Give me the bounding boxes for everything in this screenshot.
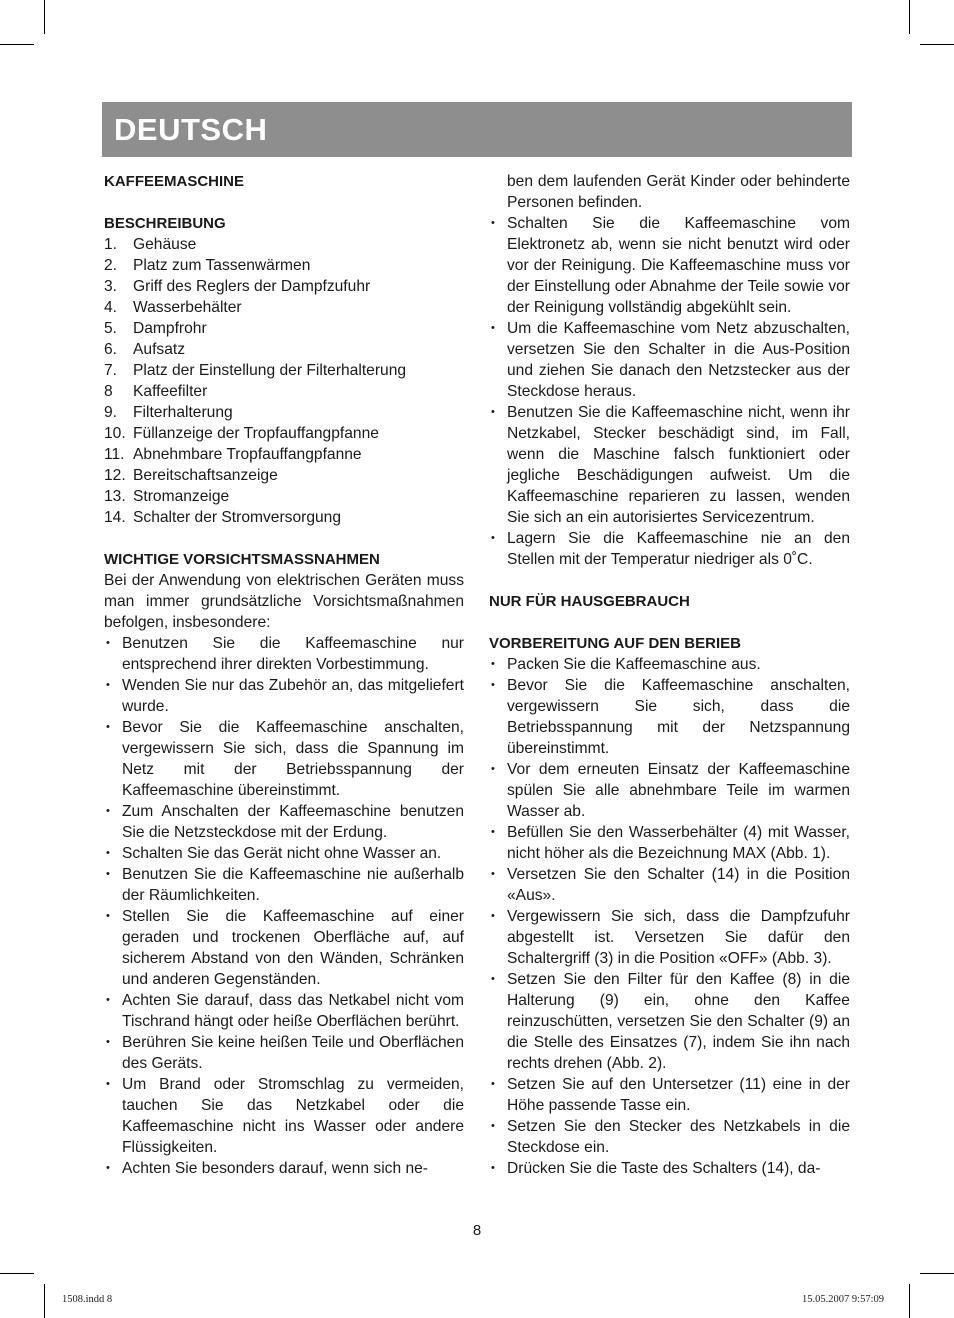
list-item: • Setzen Sie den Stecker des Netzkabels in die Steckdose ein.	[489, 1116, 850, 1158]
list-item: • Zum Anschalten der Kaffeemaschine benutzen Sie die Netzsteckdose mit der Erdung.	[104, 801, 464, 843]
list-item: 10. Füllanzeige der Tropfauffangpfanne	[104, 425, 379, 442]
crop-mark	[909, 0, 910, 34]
list-item: • Vor dem erneuten Einsatz der Kaffeemaschine spülen Sie alle abnehmbare Teile im warmen Wasser ab.	[489, 759, 850, 822]
crop-mark	[0, 1273, 34, 1274]
footer-file-name: 1508.indd 8	[62, 1294, 113, 1305]
list-item: 8 Kaffeefilter	[104, 383, 208, 400]
footer-timestamp: 15.05.2007 9:57:09	[802, 1294, 884, 1305]
list-item: • Achten Sie darauf, dass das Netkabel nicht vom Tischrand hängt oder heiße Oberflächen berührt.	[104, 990, 464, 1032]
description-heading: BESCHREIBUNG	[104, 215, 226, 232]
list-item: 3. Griff des Reglers der Dampfzufuhr	[104, 278, 371, 295]
crop-mark	[920, 44, 954, 45]
list-item: • Setzen Sie den Filter für den Kaffee (8) in die Halterung (9) ein, ohne den Kaffee reinzuschütten, versetzen Sie den Schalter (9) an die Stelle des Einsatzes (7), indem Sie ihn nach rechts drehen (Abb. 2).	[489, 969, 850, 1074]
list-item: • Wenden Sie nur das Zubehör an, das mitgeliefert wurde.	[104, 675, 464, 717]
list-item: 14. Schalter der Stromversorgung	[104, 509, 342, 526]
preparation-heading: VORBEREITUNG AUF DEN BERIEB	[489, 635, 741, 652]
list-item: • Berühren Sie keine heißen Teile und Oberflächen des Geräts.	[104, 1032, 464, 1074]
crop-mark	[909, 1284, 910, 1318]
list-item: 13. Stromanzeige	[104, 488, 230, 505]
safety-intro: Bei der Anwendung von elektrischen Geräten muss man immer grundsätzliche Vorsichtsmaßnahmen befolgen, insbesondere:	[104, 572, 464, 631]
page-number: 8	[472, 1222, 482, 1239]
list-item: 6. Aufsatz	[104, 341, 186, 358]
list-item: • Um die Kaffeemaschine vom Netz abzuschalten, versetzen Sie den Schalter in die Aus-Position und ziehen Sie danach den Netzstecker aus der Steckdose heraus.	[489, 318, 850, 402]
list-item: 11. Abnehmbare Tropfauffangpfanne	[104, 446, 362, 463]
list-item: • Benutzen Sie die Kaffeemaschine nie außerhalb der Räumlichkeiten.	[104, 864, 464, 906]
list-item: • Drücken Sie die Taste des Schalters (14), da-	[489, 1158, 850, 1179]
list-item: • Schalten Sie die Kaffeemaschine vom Elektronetz ab, wenn sie nicht benutzt wird oder vor der Reinigung. Die Kaffeemaschine muss vor der Einstellung oder Abnahme der Teile sowie vor der Reinigung vollständig abgekühlt sein.	[489, 213, 850, 318]
list-item: • Setzen Sie auf den Untersetzer (11) eine in der Höhe passende Tasse ein.	[489, 1074, 850, 1116]
crop-mark	[920, 1273, 954, 1274]
list-item: • Achten Sie besonders darauf, wenn sich ne-	[104, 1158, 464, 1179]
list-item: • Benutzen Sie die Kaffeemaschine nur entsprechend ihrer direkten Vorbestimmung.	[104, 633, 464, 675]
household-heading: NUR FÜR HAUSGEBRAUCH	[489, 593, 690, 610]
list-item: • Um Brand oder Stromschlag zu vermeiden, tauchen Sie das Netzkabel oder die Kaffeemaschine nicht ins Wasser oder andere Flüssigkeiten.	[104, 1074, 464, 1158]
list-item: • Schalten Sie das Gerät nicht ohne Wasser an.	[104, 843, 464, 864]
list-item: 2. Platz zum Tassenwärmen	[104, 257, 311, 274]
list-item: • Lagern Sie die Kaffeemaschine nie an den Stellen mit der Temperatur niedriger als 0˚C.	[489, 528, 850, 570]
list-item: 5. Dampfrohr	[104, 320, 207, 337]
language-banner	[102, 102, 852, 157]
list-item: 7. Platz der Einstellung der Filterhalterung	[104, 362, 407, 379]
list-item: 1. Gehäuse	[104, 236, 197, 253]
safety-list-continued	[489, 213, 850, 570]
crop-mark	[44, 1284, 45, 1318]
safety-heading: WICHTIGE VORSICHTSMASSNAHMEN	[104, 551, 380, 568]
left-column	[104, 171, 464, 1179]
continued-text: ben dem laufenden Gerät Kinder oder behinderte Personen befinden.	[507, 173, 850, 211]
language-title: DEUTSCH	[114, 112, 268, 147]
parts-list	[104, 234, 464, 528]
preparation-list	[489, 654, 850, 1179]
list-item: • Benutzen Sie die Kaffeemaschine nicht, wenn ihr Netzkabel, Stecker beschädigt sind, im Fall, wenn die Maschine falsch funktioniert oder jegliche Beschädigungen aufweist. Um die Kaffeemaschine reparieren zu lassen, wenden Sie sich an ein autorisiertes Servicezentrum.	[489, 402, 850, 528]
list-item: • Vergewissern Sie sich, dass die Dampfzufuhr abgestellt ist. Versetzen Sie dafür den Schaltergriff (3) in die Position «OFF» (Abb. 3).	[489, 906, 850, 969]
safety-list	[104, 633, 464, 1179]
list-item: 9. Filterhalterung	[104, 404, 233, 421]
crop-mark	[44, 0, 45, 34]
list-item: • Versetzen Sie den Schalter (14) in die Position «Aus».	[489, 864, 850, 906]
list-item: 4. Wasserbehälter	[104, 299, 242, 316]
right-column	[489, 171, 850, 1179]
list-item: • Packen Sie die Kaffeemaschine aus.	[489, 654, 850, 675]
product-heading: KAFFEEMASCHINE	[104, 173, 245, 190]
list-item: • Stellen Sie die Kaffeemaschine auf einer geraden und trockenen Oberfläche auf, auf sicherem Abstand von den Wänden, Schränken und anderen Gegenständen.	[104, 906, 464, 990]
list-item: • Befüllen Sie den Wasserbehälter (4) mit Wasser, nicht höher als die Bezeichnung MAX (Abb. 1).	[489, 822, 850, 864]
list-item: 12. Bereitschaftsanzeige	[104, 467, 278, 484]
crop-mark	[0, 44, 34, 45]
list-item: • Bevor Sie die Kaffeemaschine anschalten, vergewissern Sie sich, dass die Spannung im Netz mit der Betriebsspannung der Kaffeemaschine übereinstimmt.	[104, 717, 464, 801]
list-item: • Bevor Sie die Kaffeemaschine anschalten, vergewissern Sie sich, dass die Betriebsspannung mit der Netzspannung übereinstimmt.	[489, 675, 850, 759]
